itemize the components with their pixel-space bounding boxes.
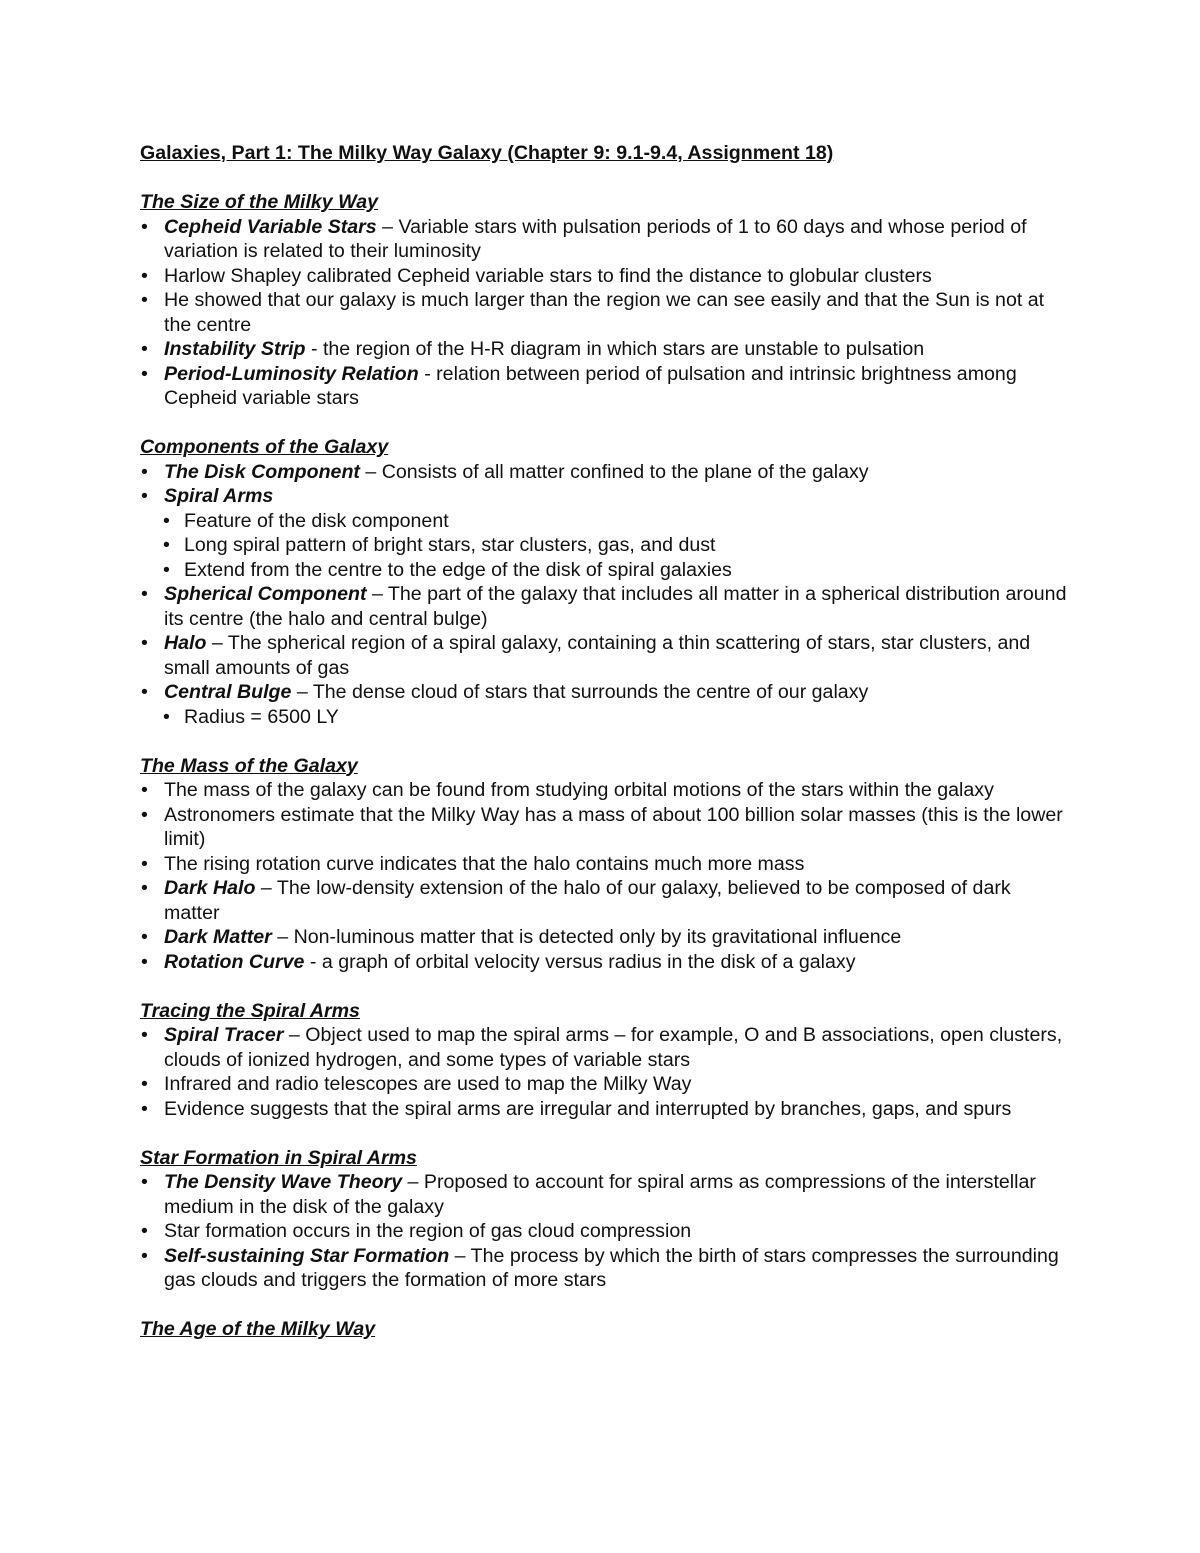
bullet-item [140,1219,1070,1244]
term: Central Bulge [164,681,292,703]
section-heading: Star Formation in Spiral Arms [140,1146,417,1169]
bullet-list [140,778,1070,974]
definition-text: The mass of the galaxy can be found from studying orbital motions of the stars within the galaxy [164,779,994,801]
term: Halo [164,632,207,654]
term: Dark Matter [164,926,272,948]
bullet-item [140,852,1070,877]
term: Period-Luminosity Relation [164,362,419,385]
term: Rotation Curve [164,950,305,973]
definition-text: - relation between period of pulsation and intrinsic brightness among Cepheid variable stars [164,362,1017,409]
term: Cepheid Variable Stars [164,215,377,238]
definition-text: He showed that our galaxy is much larger than the region we can see easily and that the Sun is not at the centre [164,289,1045,336]
definition-text: Astronomers estimate that the Milky Way has a mass of about 100 billion solar masses (this is the lower limit) [164,803,1063,850]
term: Self-sustaining Star Formation [164,1244,450,1267]
section-heading: Components of the Galaxy [140,436,389,458]
definition-text: - the region of the H-R diagram in which stars are unstable to pulsation [305,338,925,360]
bullet-item [140,925,1070,950]
definition-text: Star formation occurs in the region of gas cloud compression [164,1220,692,1242]
term: Dark Halo [164,877,256,899]
bullet-item [140,1072,1070,1097]
bullet-item [140,803,1070,852]
section-star-formation-in-spiral-arms [140,1146,1070,1293]
definition-text: Evidence suggests that the spiral arms are irregular and interrupted by branches, gaps, and spurs [164,1097,1012,1120]
bullet-item [140,362,1070,411]
document-page [140,141,1070,1366]
bullet-item [140,876,1070,925]
definition-text: – The spherical region of a spiral galaxy, containing a thin scattering of stars, star clusters, and small amounts of gas [164,632,1031,679]
sub-bullet-item [162,509,1070,534]
definition-text: Extend from the centre to the edge of the disk of spiral galaxies [184,558,732,581]
bullet-item [140,631,1070,680]
bullet-list [140,1023,1070,1121]
section-tracing-the-spiral-arms [140,999,1070,1122]
definition-text: – Consists of all matter confined to the plane of the galaxy [359,460,869,483]
bullet-item [140,215,1070,264]
bullet-item [140,582,1070,631]
term: Instability Strip [164,338,306,360]
section-heading: The Size of the Milky Way [140,191,379,213]
bullet-item [140,950,1070,975]
sub-bullet-item [162,558,1070,583]
definition-text: – The part of the galaxy that includes all matter in a spherical distribution around its centre (the halo and central bulge) [164,583,1067,630]
definition-text: – Non-luminous matter that is detected only by its gravitational influence [271,926,902,948]
bullet-item [140,1244,1070,1293]
section-components-of-the-galaxy [140,435,1070,729]
bullet-item [140,264,1070,289]
definition-text: Radius = 6500 LY [184,705,339,728]
definition-text: The rising rotation curve indicates that the halo contains much more mass [164,852,805,875]
definition-text: – Variable stars with pulsation periods of 1 to 60 days and whose period of variation is related to their luminosity [164,215,1027,262]
sub-bullet-item [162,533,1070,558]
definition-text: – Object used to map the spiral arms – for example, O and B associations, open clusters, clouds of ionized hydrogen, and some types of variable stars [164,1024,1063,1071]
bullet-list [140,1170,1070,1293]
definition-text: – The low-density extension of the halo of our galaxy, believed to be composed of dark matter [164,877,1011,924]
term: Spiral Tracer [164,1024,284,1046]
section-heading: The Age of the Milky Way [140,1318,376,1340]
definition-text: – The process by which the birth of stars compresses the surrounding gas clouds and triggers the formation of more stars [164,1244,1059,1291]
definition-text: Feature of the disk component [184,509,449,532]
definition-text: Infrared and radio telescopes are used to map the Milky Way [164,1073,692,1095]
sub-bullet-list [140,705,1070,730]
sections-container [140,190,1070,1342]
section-heading: The Mass of the Galaxy [140,754,358,777]
term: The Density Wave Theory [164,1171,403,1193]
bullet-item [140,484,1070,509]
sub-bullet-list [140,509,1070,583]
definition-text: – Proposed to account for spiral arms as compressions of the interstellar medium in the disk of the galaxy [164,1171,1036,1218]
bullet-item [140,778,1070,803]
section-the-size-of-the-milky-way [140,190,1070,411]
bullet-list [140,215,1070,411]
definition-text: – The dense cloud of stars that surrounds the centre of our galaxy [291,681,869,703]
bullet-item [140,460,1070,485]
bullet-item [140,288,1070,337]
term: Spherical Component [164,583,367,605]
section-the-mass-of-the-galaxy [140,754,1070,975]
section-heading: Tracing the Spiral Arms [140,999,360,1022]
definition-text: Harlow Shapley calibrated Cepheid variable stars to find the distance to globular clusters [164,264,932,287]
bullet-item [140,680,1070,705]
bullet-item [140,1170,1070,1219]
definition-text: Long spiral pattern of bright stars, star clusters, gas, and dust [184,534,716,556]
sub-bullet-item [162,705,1070,730]
bullet-item [140,1097,1070,1122]
term: Spiral Arms [164,485,274,507]
term: The Disk Component [164,460,360,483]
document-title: Galaxies, Part 1: The Milky Way Galaxy (Chapter 9: 9.1-9.4, Assignment 18) [140,142,834,164]
definition-text: - a graph of orbital velocity versus radius in the disk of a galaxy [304,950,856,973]
bullet-item [140,1023,1070,1072]
bullet-item [140,337,1070,362]
bullet-list [140,460,1070,730]
section-the-age-of-the-milky-way [140,1317,1070,1342]
